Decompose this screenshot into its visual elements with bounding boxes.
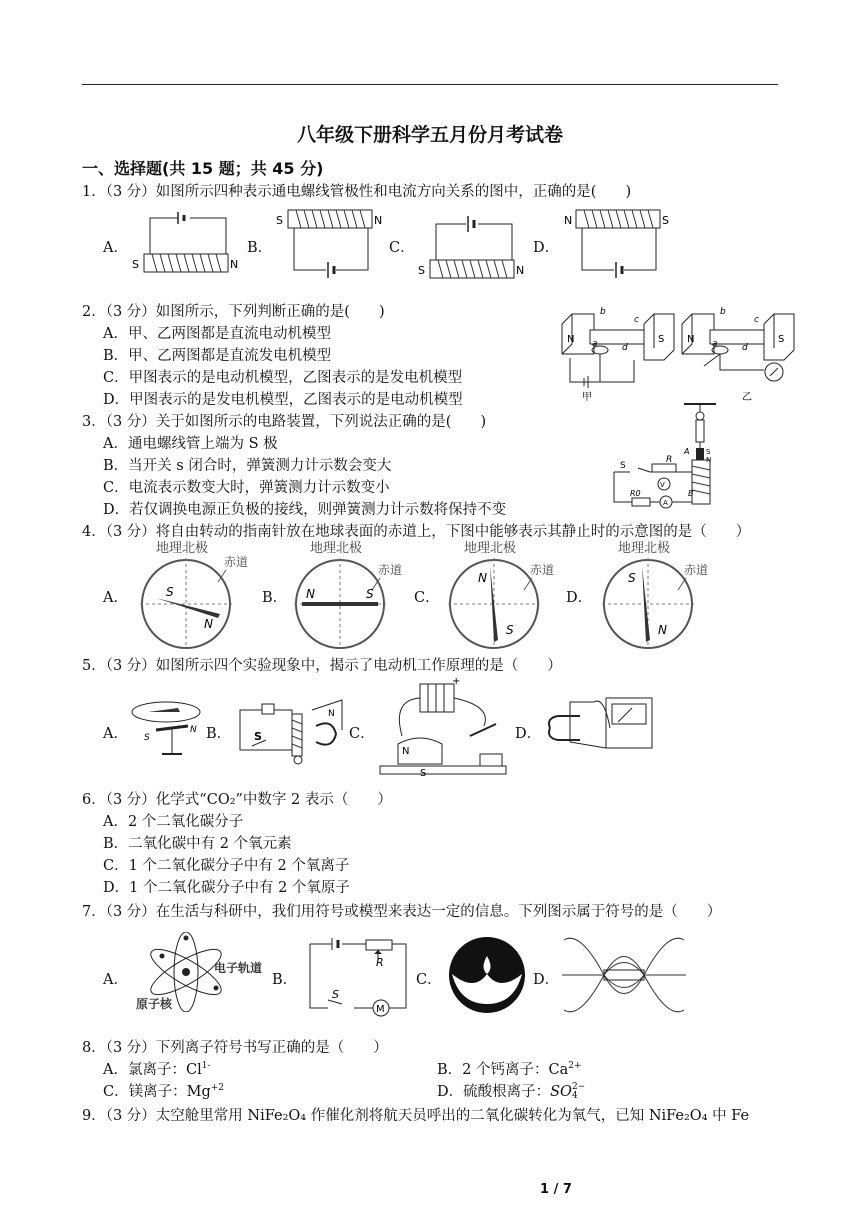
q7-figure-logo-symbol bbox=[444, 934, 530, 1016]
question-3-stem: 3．（3 分）关于如图所示的电路装置，下列说法正确的是( ) bbox=[82, 414, 487, 430]
q1-figure-a bbox=[128, 202, 238, 280]
svg-text:S: S bbox=[620, 461, 626, 471]
svg-text:B: B bbox=[688, 489, 694, 498]
svg-text:c: c bbox=[754, 315, 759, 325]
q1d-pole-s: S bbox=[662, 214, 669, 227]
question-7-stem: 7．（3 分）在生活与科研中，我们用符号或模型来表达一定的信息。下列图示属于符号的是（ ） bbox=[82, 904, 722, 920]
svg-text:d: d bbox=[622, 343, 628, 353]
q8-option-b: B．2 个钙离子：$Ca^{2+}$ bbox=[437, 1061, 582, 1078]
q5-label-c: C． bbox=[349, 726, 375, 742]
q2-option-c: C．甲图表示的是电动机模型，乙图表示的是发电机模型 bbox=[103, 370, 463, 386]
question-2-stem: 2．（3 分）如图所示，下列判断正确的是( ) bbox=[82, 304, 385, 320]
electron-orbit-label: 电子轨道 bbox=[214, 961, 263, 975]
q1b-pole-s: S bbox=[276, 214, 283, 227]
q6-option-b: B．二氧化碳中有 2 个氧元素 bbox=[103, 836, 292, 852]
svg-text:S: S bbox=[144, 733, 150, 743]
q1-figure-c bbox=[414, 204, 524, 280]
q1-label-c: C． bbox=[389, 240, 415, 256]
q7-label-b: B． bbox=[272, 972, 298, 988]
nucleus-label: 原子核 bbox=[136, 997, 173, 1011]
svg-text:N: N bbox=[204, 617, 213, 631]
q2-option-a: A．甲、乙两图都是直流电动机模型 bbox=[103, 326, 331, 342]
svg-text:V: V bbox=[660, 481, 665, 489]
q8-option-a: A．氯离子：$Cl^{1-}$ bbox=[103, 1061, 211, 1078]
header-rule bbox=[82, 84, 778, 85]
svg-text:b: b bbox=[600, 307, 606, 317]
section-heading: 一、选择题(共 15 题；共 45 分) bbox=[82, 159, 324, 178]
q7-figure-circuit bbox=[302, 930, 414, 1022]
question-6-stem: 6．（3 分）化学式“CO₂”中数字 2 表示（ ） bbox=[82, 792, 392, 808]
svg-text:N: N bbox=[687, 334, 695, 345]
q4-figure-a bbox=[126, 538, 256, 650]
q3-option-b: B．当开关 s 闭合时，弹簧测力计示数会变大 bbox=[103, 458, 392, 474]
question-9-stem: 9．（3 分）太空舱里常用 NiFe₂O₄ 作催化剂将航天员呼出的二氧化碳转化为氧气，已知 NiFe₂O₄ 中 Fe bbox=[82, 1108, 750, 1124]
question-8-stem: 8．（3 分）下列离子符号书写正确的是（ ） bbox=[82, 1040, 388, 1056]
q6-option-c: C．1 个二氧化碳分子中有 2 个氧离子 bbox=[103, 858, 350, 874]
q1c-pole-n: N bbox=[516, 264, 524, 277]
q7-figure-atom-model bbox=[132, 932, 272, 1012]
svg-text:赤道: 赤道 bbox=[378, 563, 403, 577]
q1a-pole-n: N bbox=[230, 258, 238, 271]
q5-figure-b bbox=[232, 690, 350, 768]
svg-text:N: N bbox=[658, 623, 667, 637]
q7-label-c: C． bbox=[416, 972, 442, 988]
q5-figure-a bbox=[126, 692, 206, 762]
svg-text:+: + bbox=[452, 676, 461, 687]
svg-text:S: S bbox=[778, 334, 785, 345]
svg-text:N: N bbox=[567, 334, 575, 345]
q2-label-jia: 甲 bbox=[582, 392, 592, 403]
svg-text:S: S bbox=[366, 587, 374, 601]
q4-label-c: C． bbox=[414, 590, 440, 606]
q2-option-d: D．甲图表示的是发电机模型，乙图表示的是电动机模型 bbox=[103, 392, 463, 408]
svg-text:S: S bbox=[706, 448, 711, 456]
q4-label-a: A． bbox=[103, 590, 128, 606]
question-4-stem: 4．（3 分）将自由转动的指南针放在地球表面的赤道上，下图中能够表示其静止时的示意图的是（ ） bbox=[82, 524, 751, 540]
svg-text:S: S bbox=[332, 988, 339, 1001]
svg-text:A: A bbox=[663, 499, 668, 507]
q4-figure-c bbox=[434, 538, 564, 650]
q1c-pole-s: S bbox=[418, 264, 425, 277]
page-title: 八年级下册科学五月份月考试卷 bbox=[296, 124, 563, 146]
svg-text:地理北极: 地理北极 bbox=[618, 541, 671, 556]
svg-text:N: N bbox=[706, 456, 712, 464]
q4-figure-d bbox=[588, 538, 718, 650]
q6-option-a: A．2 个二氧化碳分子 bbox=[103, 814, 244, 830]
svg-text:N: N bbox=[306, 587, 315, 601]
q2-option-b: B．甲、乙两图都是直流发电机模型 bbox=[103, 348, 332, 364]
q4-label-d: D． bbox=[566, 590, 593, 606]
q1-label-a: A． bbox=[103, 240, 128, 256]
svg-text:R0: R0 bbox=[630, 489, 641, 498]
q5-label-a: A． bbox=[103, 726, 128, 742]
svg-text:赤道: 赤道 bbox=[224, 555, 249, 569]
q8-option-d: D．硫酸根离子：SO 2− 4 bbox=[437, 1082, 586, 1101]
q7-label-a: A． bbox=[103, 972, 128, 988]
q3-option-d: D．若仅调换电源正负极的接线，则弹簧测力计示数将保持不变 bbox=[103, 502, 507, 518]
svg-text:S: S bbox=[166, 585, 174, 599]
q6-option-d: D．1 个二氧化碳分子中有 2 个氧原子 bbox=[103, 880, 350, 896]
q1-figure-b bbox=[272, 204, 382, 280]
svg-text:R: R bbox=[376, 956, 384, 969]
svg-text:S: S bbox=[628, 571, 636, 585]
q5-figure-d bbox=[540, 688, 664, 768]
q1-label-d: D． bbox=[533, 240, 560, 256]
svg-text:S: S bbox=[506, 623, 514, 637]
svg-text:R: R bbox=[666, 455, 673, 465]
q2-label-yi: 乙 bbox=[742, 392, 752, 403]
svg-text:a: a bbox=[712, 339, 718, 349]
q7-figure-magnetic-field bbox=[560, 930, 688, 1020]
q1-figure-d bbox=[558, 204, 674, 280]
q8-option-c: C．镁离子：$Mg^{+2}$ bbox=[103, 1083, 225, 1100]
svg-text:地理北极: 地理北极 bbox=[156, 541, 209, 556]
q3-option-a: A．通电螺线管上端为 S 极 bbox=[103, 436, 278, 452]
svg-text:M: M bbox=[376, 1004, 385, 1015]
q5-figure-c bbox=[372, 676, 512, 780]
q3-figure-spring-scale-circuit bbox=[608, 400, 728, 512]
svg-text:c: c bbox=[634, 315, 639, 325]
question-1-stem: 1．（3 分）如图所示四种表示通电螺线管极性和电流方向关系的图中，正确的是( ) bbox=[82, 184, 632, 200]
q5-label-b: B． bbox=[206, 726, 232, 742]
svg-text:S: S bbox=[254, 730, 262, 743]
svg-text:N: N bbox=[478, 571, 487, 585]
question-5-stem: 5．（3 分）如图所示四个实验现象中，揭示了电动机工作原理的是（ ） bbox=[82, 658, 562, 674]
page-number: 1 / 7 bbox=[540, 1182, 572, 1197]
svg-text:N: N bbox=[402, 746, 410, 757]
q2-figure-generator-motor bbox=[554, 300, 798, 404]
q5-label-d: D． bbox=[515, 726, 542, 742]
svg-text:赤道: 赤道 bbox=[684, 563, 709, 577]
svg-text:N: N bbox=[190, 725, 197, 735]
svg-text:地理北极: 地理北极 bbox=[310, 541, 363, 556]
svg-text:d: d bbox=[742, 343, 748, 353]
svg-text:地理北极: 地理北极 bbox=[464, 541, 517, 556]
q3-option-c: C．电流表示数变大时，弹簧测力计示数变小 bbox=[103, 480, 390, 496]
svg-text:A: A bbox=[684, 447, 690, 456]
svg-text:S: S bbox=[420, 768, 427, 779]
svg-text:N: N bbox=[328, 709, 335, 719]
svg-text:a: a bbox=[592, 339, 598, 349]
q1-label-b: B． bbox=[247, 240, 273, 256]
q4-figure-b bbox=[280, 538, 410, 650]
q1a-pole-s: S bbox=[132, 258, 139, 271]
q4-label-b: B． bbox=[262, 590, 288, 606]
svg-text:赤道: 赤道 bbox=[530, 563, 555, 577]
q1b-pole-n: N bbox=[374, 214, 382, 227]
svg-text:S: S bbox=[658, 334, 665, 345]
svg-text:b: b bbox=[720, 307, 726, 317]
q1d-pole-n: N bbox=[564, 214, 573, 227]
q7-label-d: D． bbox=[533, 972, 560, 988]
